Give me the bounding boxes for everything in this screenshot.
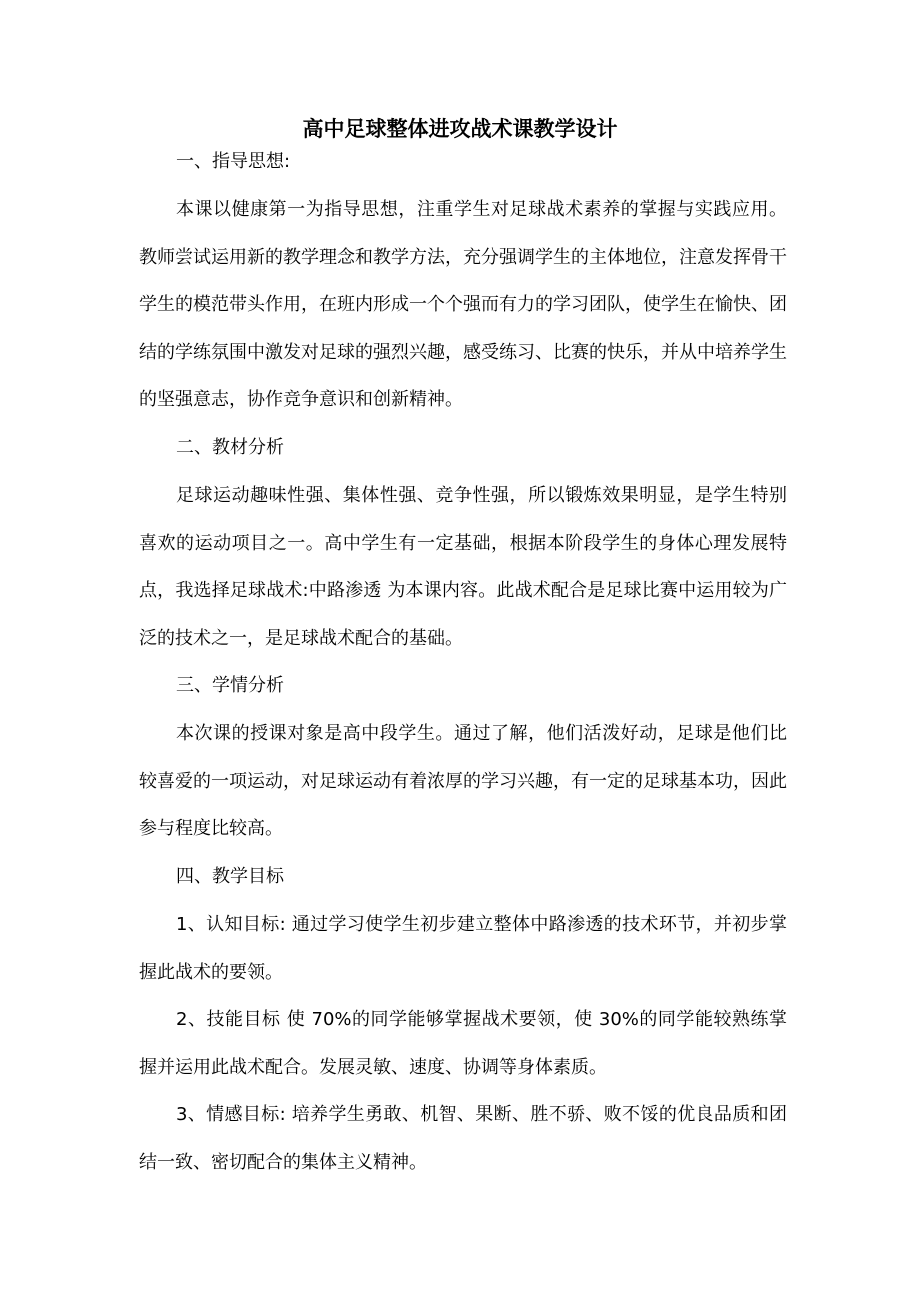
paragraph-student-analysis: 本次课的授课对象是高中段学生。通过了解，他们活泼好动，足球是他们比较喜爱的一项运动，对足球运动有着浓厚的学习兴趣，有一定的足球基本功，因此参与程度比较高。 — [139, 723, 787, 839]
paragraph-emotional-goal: 3、情感目标: 培养学生勇敢、机智、果断、胜不骄、败不馁的优良品质和团结一致、密切配合的集体主义精神。 — [139, 1104, 787, 1173]
paragraph-guiding-ideology: 本课以健康第一为指导思想，注重学生对足球战术素养的掌握与实践应用。教师尝试运用新的教学理念和教学方法，充分强调学生的主体地位，注意发挥骨干学生的模范带头作用，在班内形成一个个强而有力的学习团队，使学生在愉快、团结的学练氛围中激发对足球的强烈兴趣，感受练习、比赛的快乐，并从中培养学生的坚强意志，协作竞争意识和创新精神。 — [139, 199, 787, 410]
section-heading-teaching-goals: 四、教学目标 — [176, 866, 284, 887]
section-heading-material-analysis: 二、教材分析 — [176, 437, 284, 458]
section-heading-guiding-ideology: 一、指导思想: — [176, 151, 291, 172]
paragraph-material-analysis: 足球运动趣味性强、集体性强、竞争性强，所以锻炼效果明显，是学生特别喜欢的运动项目之一。高中学生有一定基础，根据本阶段学生的身体心理发展特点，我选择足球战术:中路渗透 为本课内容。此战术配合是足球比赛中运用较为广泛的技术之一，是足球战术配合的基础。 — [139, 485, 787, 649]
section-heading-student-analysis: 三、学情分析 — [176, 675, 284, 696]
document-title: 高中足球整体进攻战术课教学设计 — [302, 117, 618, 141]
paragraph-cognitive-goal: 1、认知目标: 通过学习使学生初步建立整体中路渗透的技术环节，并初步掌握此战术的要领。 — [139, 914, 787, 983]
paragraph-skill-goal: 2、技能目标 使 70%的同学能够掌握战术要领，使 30%的同学能较熟练掌握并运用此战术配合。发展灵敏、速度、协调等身体素质。 — [139, 1009, 787, 1078]
